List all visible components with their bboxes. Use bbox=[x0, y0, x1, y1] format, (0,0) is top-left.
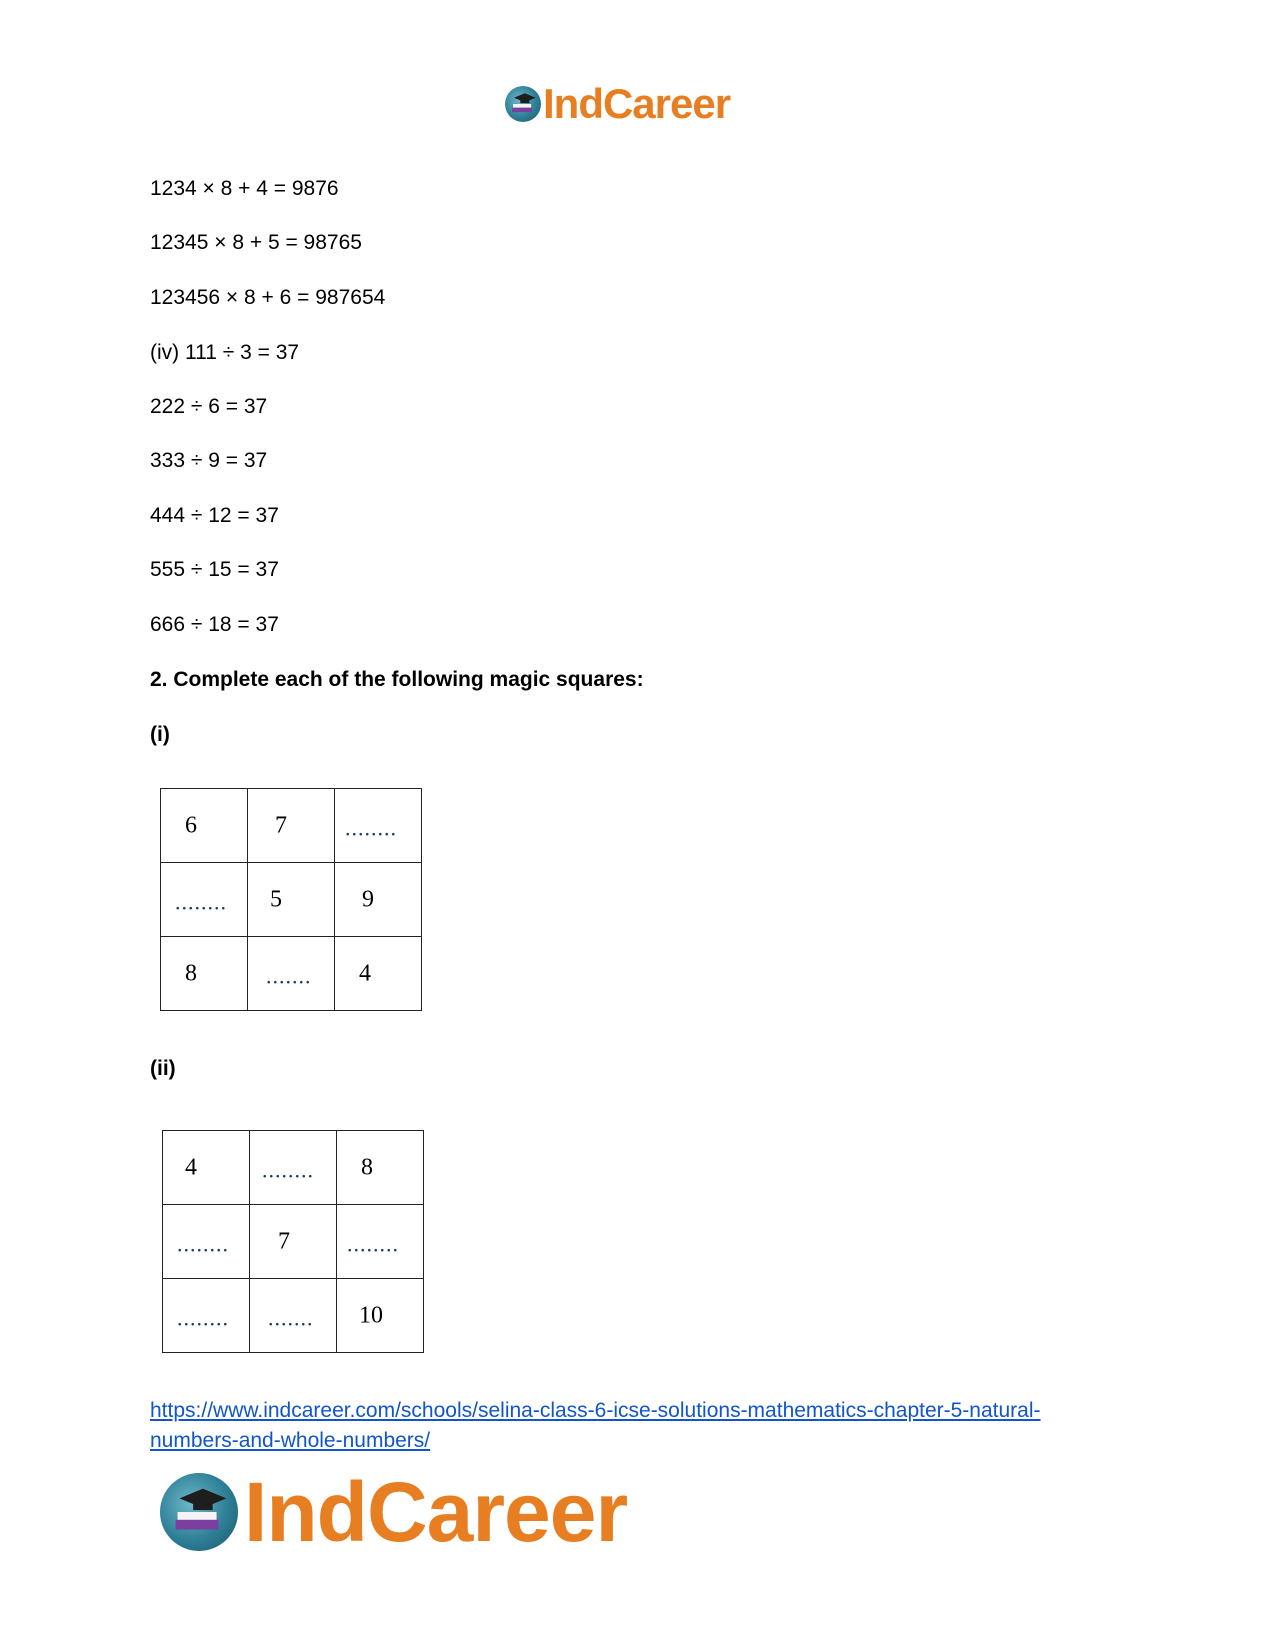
logo-mark-icon bbox=[505, 86, 541, 122]
square-cell: 8 bbox=[337, 1131, 424, 1205]
equation-line: 555 ÷ 15 = 37 bbox=[150, 558, 279, 581]
equation-line: 123456 × 8 + 6 = 987654 bbox=[150, 286, 386, 309]
square-cell: 7 bbox=[248, 789, 335, 863]
part-ii-label: (ii) bbox=[150, 1057, 176, 1080]
square-cell-blank: ........ bbox=[161, 863, 248, 937]
square-cell: 6 bbox=[161, 789, 248, 863]
equation-line: (iv) 111 ÷ 3 = 37 bbox=[150, 341, 300, 364]
square-cell: 5 bbox=[248, 863, 335, 937]
magic-square-i bbox=[160, 788, 422, 1011]
square-cell: 7 bbox=[250, 1205, 337, 1279]
square-cell-blank: ....... bbox=[250, 1279, 337, 1353]
square-cell: 10 bbox=[337, 1279, 424, 1353]
square-cell: 8 bbox=[161, 937, 248, 1011]
square-cell: 4 bbox=[163, 1131, 250, 1205]
footer-logo bbox=[160, 1462, 627, 1562]
part-i-label: (i) bbox=[150, 723, 170, 746]
square-cell: 9 bbox=[335, 863, 422, 937]
square-cell-blank: ........ bbox=[163, 1279, 250, 1353]
equation-line: 444 ÷ 12 = 37 bbox=[150, 504, 279, 527]
square-cell-blank: ........ bbox=[335, 789, 422, 863]
equation-line: 1234 × 8 + 4 = 9876 bbox=[150, 177, 339, 200]
logo-text: IndCareer bbox=[543, 80, 731, 127]
square-cell-blank: ....... bbox=[248, 937, 335, 1011]
square-cell-blank: ........ bbox=[337, 1205, 424, 1279]
source-link-line-2[interactable]: numbers-and-whole-numbers/ bbox=[150, 1429, 431, 1452]
magic-square-ii bbox=[162, 1130, 424, 1353]
equation-line: 12345 × 8 + 5 = 98765 bbox=[150, 231, 362, 254]
header-logo bbox=[505, 80, 730, 128]
equation-line: 222 ÷ 6 = 37 bbox=[150, 395, 268, 418]
equation-line: 666 ÷ 18 = 37 bbox=[150, 613, 279, 636]
logo-mark-icon bbox=[160, 1473, 238, 1551]
source-link[interactable] bbox=[150, 1396, 1150, 1456]
logo-text: IndCareer bbox=[244, 1464, 628, 1559]
source-link-line-1[interactable]: https://www.indcareer.com/schools/selina-class-6-icse-solutions-mathematics-chapter-5-natural- bbox=[150, 1399, 1041, 1422]
equation-line: 333 ÷ 9 = 37 bbox=[150, 449, 268, 472]
square-cell-blank: ........ bbox=[250, 1131, 337, 1205]
question-heading: 2. Complete each of the following magic squares: bbox=[150, 668, 644, 691]
square-cell: 4 bbox=[335, 937, 422, 1011]
square-cell-blank: ........ bbox=[163, 1205, 250, 1279]
